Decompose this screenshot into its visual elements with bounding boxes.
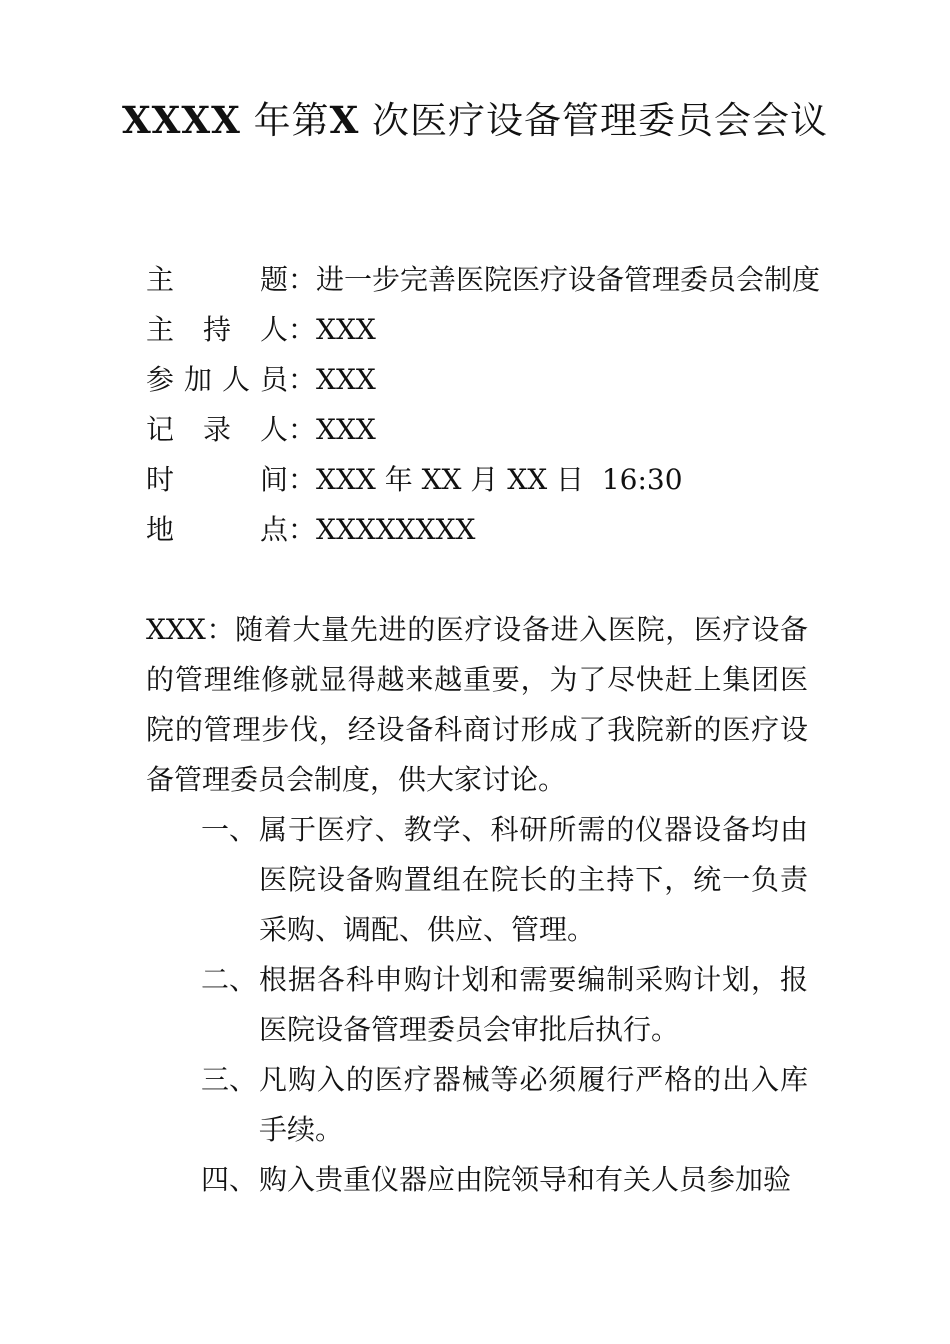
list-text: 购入贵重仪器应由院领导和有关人员参加验 xyxy=(259,1163,792,1196)
meta-label-attendees: 参 加 人 员 xyxy=(146,363,288,396)
title-year: XXXX xyxy=(121,98,241,142)
meta-row-recorder: 记 录 人 ： XXX xyxy=(146,405,826,455)
intro-paragraph: XXX：随着大量先进的医疗设备进入医院，医疗设备的管理维修就显得越来越重要，为了尽快赶上集团医院的管理步伐，经设备科商讨形成了我院新的医疗设备管理委员会制度，供大家讨论。 xyxy=(146,613,808,796)
meta-label-time: 时 间 xyxy=(146,463,288,496)
meta-value-location: XXXXXXXX xyxy=(316,513,476,546)
list-marker: 四、 xyxy=(201,1163,258,1196)
meta-row-location: 地 点 ： XXXXXXXX xyxy=(146,505,826,555)
list-item xyxy=(201,1155,808,1205)
meta-label-host: 主 持 人 xyxy=(146,313,288,346)
meta-row-attendees: 参 加 人 员 ： XXX xyxy=(146,355,826,405)
list-item xyxy=(201,805,808,955)
meta-label-location: 地 点 xyxy=(146,513,288,546)
list-text: 属于医疗、教学、科研所需的仪器设备均由医院设备购置组在院长的主持下，统一负责采购、调配、供应、管理。 xyxy=(259,813,808,946)
meta-value-recorder: XXX xyxy=(316,413,376,446)
title-text-2: 次医疗设备管理委员会会议 xyxy=(372,99,829,142)
meta-row-time: 时 间 ： XXX 年 XX 月 XX 日 16:30 xyxy=(146,455,826,505)
meta-label-recorder: 记 录 人 xyxy=(146,413,288,446)
meta-label-topic: 主 题 xyxy=(146,263,288,296)
list-item xyxy=(201,1055,808,1155)
meeting-meta xyxy=(146,255,826,555)
list-text: 凡购入的医疗器械等必须履行严格的出入库手续。 xyxy=(259,1063,808,1146)
meta-value-time: XXX 年 XX 月 XX 日 16:30 xyxy=(316,463,683,496)
meta-value-topic: 进一步完善医院医疗设备管理委员会制度 xyxy=(316,263,821,296)
rules-list xyxy=(201,805,808,1205)
meta-row-topic: 主 题 ： 进一步完善医院医疗设备管理委员会制度 xyxy=(146,255,826,305)
meta-value-host: XXX xyxy=(316,313,376,346)
title-number: X xyxy=(329,98,360,142)
list-marker: 三、 xyxy=(201,1063,258,1096)
list-item xyxy=(201,955,808,1055)
list-marker: 一、 xyxy=(201,813,258,846)
meta-value-attendees: XXX xyxy=(316,363,376,396)
document-title xyxy=(120,92,830,149)
title-text-1: 年第 xyxy=(253,99,330,142)
list-text: 根据各科申购计划和需要编制采购计划，报医院设备管理委员会审批后执行。 xyxy=(259,963,808,1046)
list-marker: 二、 xyxy=(201,963,258,996)
meta-row-host: 主 持 人 ： XXX xyxy=(146,305,826,355)
